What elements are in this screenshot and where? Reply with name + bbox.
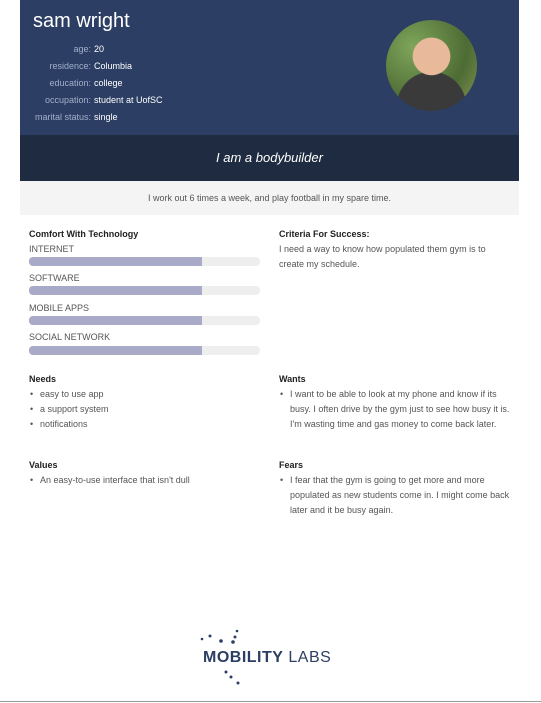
- list-item: • An easy-to-use interface that isn't dull: [29, 473, 259, 488]
- fact-label: occupation:: [44, 95, 91, 105]
- skill-label-internet: INTERNET: [29, 244, 74, 254]
- fact-value: Columbia: [94, 61, 133, 71]
- fact-label: age:: [73, 44, 91, 54]
- wants-title: Wants: [279, 374, 306, 384]
- fact-occupation: [20, 92, 163, 109]
- values-title: Values: [29, 460, 58, 470]
- avatar: [386, 20, 477, 111]
- list-item: • I want to be able to look at my phone and know if its busy. I often drive by the gym just to see how busy it is. I'm wasting time and gas money to come back later.: [279, 387, 515, 432]
- fact-age: [20, 41, 163, 58]
- persona-quote: I work out 6 times a week, and play football in my spare time.: [147, 193, 392, 203]
- fact-value: student at UofSC: [94, 95, 163, 105]
- fact-label: residence:: [49, 61, 91, 71]
- fact-label: marital status:: [34, 112, 91, 122]
- persona-facts: [20, 41, 163, 126]
- fact-value: single: [94, 112, 118, 122]
- logo-wordmark: [203, 649, 331, 667]
- skill-bar-fill: [29, 286, 202, 295]
- fact-value: 20: [94, 44, 105, 54]
- criteria-text: I need a way to know how populated them gym is to create my schedule.: [279, 244, 486, 269]
- skill-bar-fill: [29, 316, 202, 325]
- skill-bar-software: [29, 286, 260, 295]
- tagline-banner: [20, 135, 519, 181]
- values-list: [29, 473, 259, 488]
- skill-label-mobile-apps: MOBILE APPS: [29, 303, 90, 313]
- persona-header: [20, 0, 519, 135]
- fact-label: education:: [49, 78, 91, 88]
- fears-title: Fears: [279, 460, 304, 470]
- list-item: • notifications: [29, 417, 259, 432]
- skill-bar-social-network: [29, 346, 260, 355]
- quote-strip: [20, 181, 519, 215]
- persona-tagline: I am a bodybuilder: [216, 150, 323, 165]
- skill-label-software: SOFTWARE: [29, 273, 80, 283]
- fact-residence: [20, 58, 163, 75]
- fact-value: college: [94, 78, 123, 88]
- bottom-divider: [0, 701, 541, 702]
- list-item: • I fear that the gym is going to get more and more populated as new students come in. I might come back later and it be busy again.: [279, 473, 515, 518]
- fact-marital-status: [20, 109, 163, 126]
- criteria-title: Criteria For Success:: [279, 229, 370, 239]
- list-item: • easy to use app: [29, 387, 259, 402]
- technology-title: Comfort With Technology: [29, 229, 139, 239]
- wants-list: [279, 387, 515, 432]
- needs-title: Needs: [29, 374, 57, 384]
- skill-bar-fill: [29, 346, 202, 355]
- logo-word-mobility: MOBILITY: [203, 649, 284, 666]
- fears-list: [279, 473, 515, 518]
- skill-label-social-network: SOCIAL NETWORK: [29, 332, 111, 342]
- fact-education: [20, 75, 163, 92]
- needs-list: [29, 387, 259, 432]
- skill-bar-fill: [29, 257, 202, 266]
- list-item: • a support system: [29, 402, 259, 417]
- logo-word-labs: LABS: [288, 649, 332, 666]
- mobility-labs-logo: [198, 628, 343, 688]
- skill-bar-internet: [29, 257, 260, 266]
- skill-bar-mobile-apps: [29, 316, 260, 325]
- persona-name: sam wright: [33, 10, 130, 32]
